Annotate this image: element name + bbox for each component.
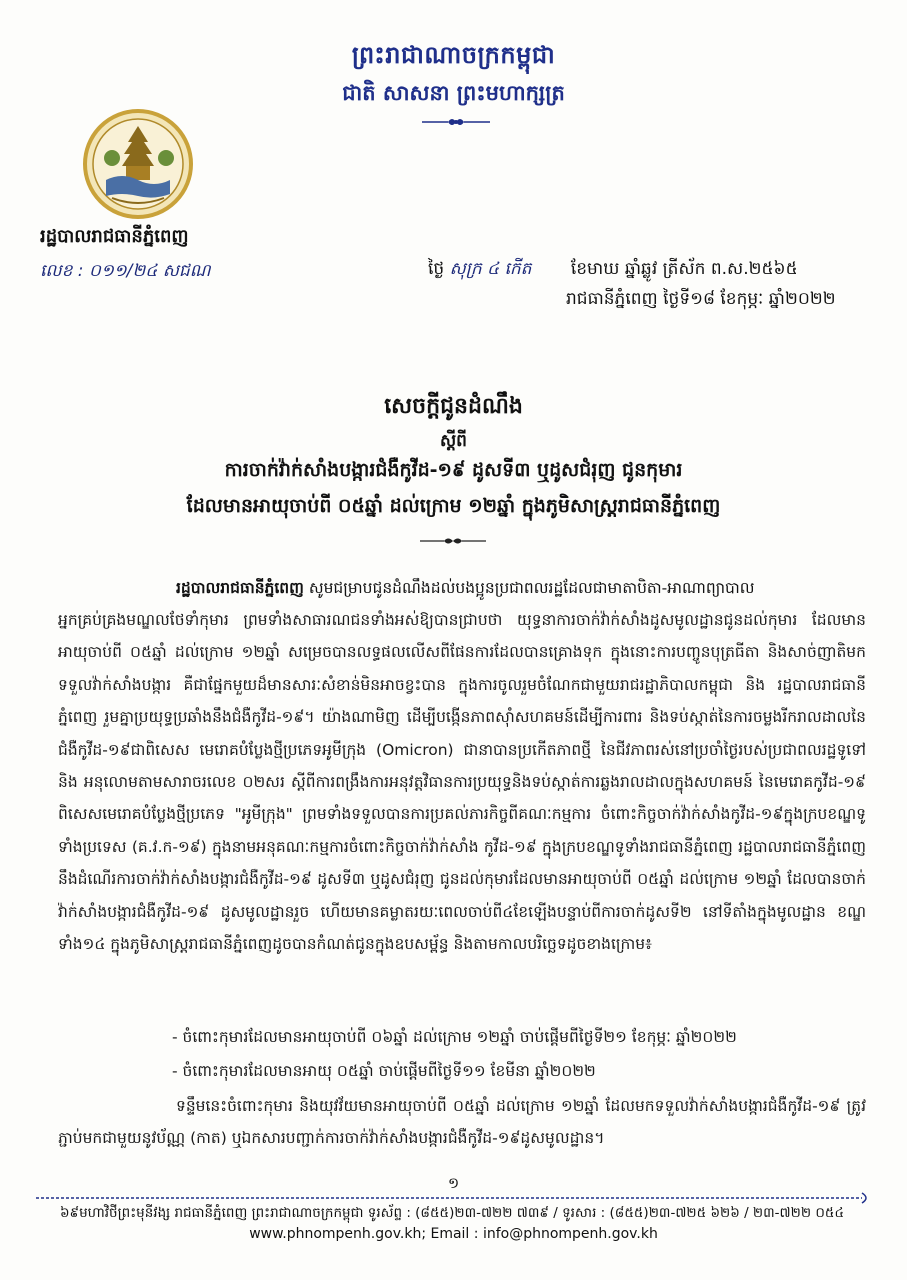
notice-about: ស្តីពី [440,431,467,451]
phnom-penh-seal-icon [82,108,194,220]
body-paragraph: អ្នកគ្រប់គ្រងមណ្ឌលថែទាំកុមារ ព្រមទាំងសាធារណជនទាំងអស់ឱ្យបានជ្រាបថា យុទ្ធនាការចាក់វ៉ាក់សាំងដូសមូលដ្ឋានជូនដល់កុមារ ដែលមានអាយុចាប់ពី ០៥ឆ្នាំ ដល់ក្រោម ១២ឆ្នាំ សម្រេចបានលទ្ធផលលើសពីផែនការដែលបានគ្រោងទុក ក្នុងនោះការបញ្ចូនបុត្រធីតា និងសាច់ញាតិមកទទួលវ៉ាក់សាំងបង្ការ គឺជាផ្នែកមួយដ៏មានសារៈសំខាន់មិនអាចខ្វះបាន ក្នុងការចូលរួមចំណែកជាមួយរាជរដ្ឋាភិបាលកម្ពុជា និង រដ្ឋបាលរាជធានីភ្នំពេញ រួមគ្នាប្រយុទ្ធប្រឆាំងនឹងជំងឺកូវីដ-១៩។ យ៉ាងណាមិញ ដើម្បីបង្កើនភាពស៊ាំសហគមន៍ដើម្បីការពារ និងទប់ស្កាត់នៃការចម្លងរីករាលដាលនៃជំងឺកូវីដ-១៩ជាពិសេស មេរោគបំប្លែងថ្មីប្រភេទអូមីក្រុង (Omicron) ជានាបានប្រកើតភាពថ្មី នៃជីវភាពរស់នៅប្រចាំថ្ងៃរបស់ប្រជាពលរដ្ឋទូទៅ និង អនុលោមតាមសារាចរលេខ ០២សរ ស្តីពីការពង្រឹងការអនុវត្តវិធានការប្រយុទ្ធនិងទប់ស្កាត់ការឆ្លងរាលដាលក្នុងសហគមន៍ នៃមេរោគកូវីដ-១៩ ពិសេសមេរោគបំប្លែងថ្មីប្រភេទ "អូមីក្រុង" ព្រមទាំងទទួលបានការប្រគល់ភារកិច្ចពីគណៈកម្មការ ចំពោះកិច្ចចាក់វ៉ាក់សាំងកូវីដ-១៩ក្នុងក្របខណ្ឌទូទាំងប្រទេស (គ.វ.ក-១៩) ក្នុងនាមអនុគណៈកម្មការចំពោះកិច្ចចាក់វ៉ាក់សាំង កូវីដ-១៩ ក្នុងក្របខណ្ឌទូទាំងរាជធានីភ្នំពេញ រដ្ឋបាលរាជធានីភ្នំពេញ នឹងដំណើរការចាក់វ៉ាក់សាំងបង្ការជំងឺកូវីដ-១៩ ដូសទី៣ ឬដូសជំរុញ ជូនដល់កុមារដែលមានអាយុចាប់ពី ០៥ឆ្នាំ ដល់ក្រោម ១២ឆ្នាំ ដែលបានចាក់វ៉ាក់សាំងបង្ការជំងឺកូវីដ-១៩ ដូសមូលដ្ឋានរួច ហើយមានគម្លាតរយៈពេលចាប់ពី៤ខែឡើងបន្ទាប់ពីការចាក់ដូសទី២ នៅទីតាំងក្នុងមូលដ្ឋាន ខណ្ឌទាំង១៤ ក្នុងភូមិសាស្ត្ររាជធានីភ្នំពេញដូចបានកំណត់ជូនក្នុងឧបសម្ព័ន្ធ និងតាមកាលបរិច្ឆេទដូចខាងក្រោម៖ [58,611,866,954]
bullet-item: - ចំពោះកុមារដែលមានអាយុចាប់ពី ០៦ឆ្នាំ ដល់ក្រោម ១២ឆ្នាំ ចាប់ផ្តើមពីថ្ងៃទី២១ ខែកុម្ភៈ ឆ្នាំ២០២២ [172,1028,737,1046]
ornament-divider-icon [420,114,492,130]
bullet-item: - ចំពោះកុមារដែលមានអាយុ ០៥ឆ្នាំ ចាប់ផ្តើមពីថ្ងៃទី១១ ខែមីនា ឆ្នាំ២០២២ [172,1062,596,1080]
closing-paragraph: ទន្ទឹមនេះចំពោះកុមារ និងយុវវ័យមានអាយុចាប់ពី ០៥ឆ្នាំ ដល់ក្រោម ១២ឆ្នាំ ដែលមកទទួលវ៉ាក់សាំងបង្ការជំងឺកូវីដ-១៩ ត្រូវភ្ជាប់មកជាមួយនូវប័ណ្ណ (កាត) ឬឯកសារបញ្ជាក់ការចាក់វ៉ាក់សាំងបង្ការជំងឺកូវីដ-១៩ដូសមូលដ្ឋាន។ [58,1097,866,1148]
national-motto: ជាតិ សាសនា ព្រះមហាក្សត្រ [342,81,565,105]
notice-heading: សេចក្តីជូនដំណឹង [384,394,523,419]
body-first-line-text: សូមជម្រាបជូនដំណឹងដល់បងប្អូនប្រជាពលរដ្ឋដែលជាមាតាបិតា-អាណាព្យាបាល [303,579,755,597]
lunar-date [428,258,798,283]
body-first-line [176,572,866,604]
page-number: ១ [447,1174,460,1192]
date-bullet-list [172,1020,737,1088]
footer-divider-icon [36,1192,872,1204]
title-divider-icon [418,535,488,547]
lunar-date-handwritten: សុក្រ ៤ កើត [449,259,532,279]
footer-address: ៦៩មហាវិថីព្រះមុនីវង្ស រាជធានីភ្នំពេញ ព្រះរាជាណាចក្រកម្ពុជា ទូរស័ព្ទ : (៨៥៥)២៣-៧២២ ៧៣៩ / ទូរសារ : (៨៥៥)២៣-៧២៥ ៦២៦ / ២៣-៧២២ ០៥៤ [59,1205,845,1221]
kingdom-title: ព្រះរាជាណាចក្រកម្ពុជា [351,41,556,69]
lunar-date-prefix: ថ្ងៃ [428,259,445,279]
notice-subject-line-2: ដែលមានអាយុចាប់ពី ០៥ឆ្នាំ ដល់ក្រោម ១២ឆ្នាំ ក្នុងភូមិសាស្ត្ររាជធានីភ្នំពេញ [186,495,721,517]
reference-number: លេខ : ០១១/២៤ សជណ [40,261,211,281]
solar-date: រាជធានីភ្នំពេញ ថ្ងៃទី១៨ ខែកុម្ភៈ ឆ្នាំ២០២២ [566,289,836,309]
footer-contact: www.phnompenh.gov.kh; Email : info@phnompenh.gov.kh [249,1226,658,1242]
notice-subject-line-1: ការចាក់វ៉ាក់សាំងបង្ការជំងឺកូវីដ-១៩ ដូសទី៣ ឬដូសជំរុញ ជូនកុមារ [224,459,683,481]
body-lead: រដ្ឋបាលរាជធានីភ្នំពេញ [176,579,304,597]
lunar-date-suffix: ខែមាឃ ឆ្នាំឆ្លូវ ត្រីស័ក ព.ស.២៥៦៥ [570,259,798,279]
issuing-agency: រដ្ឋបាលរាជធានីភ្នំពេញ [40,226,189,247]
